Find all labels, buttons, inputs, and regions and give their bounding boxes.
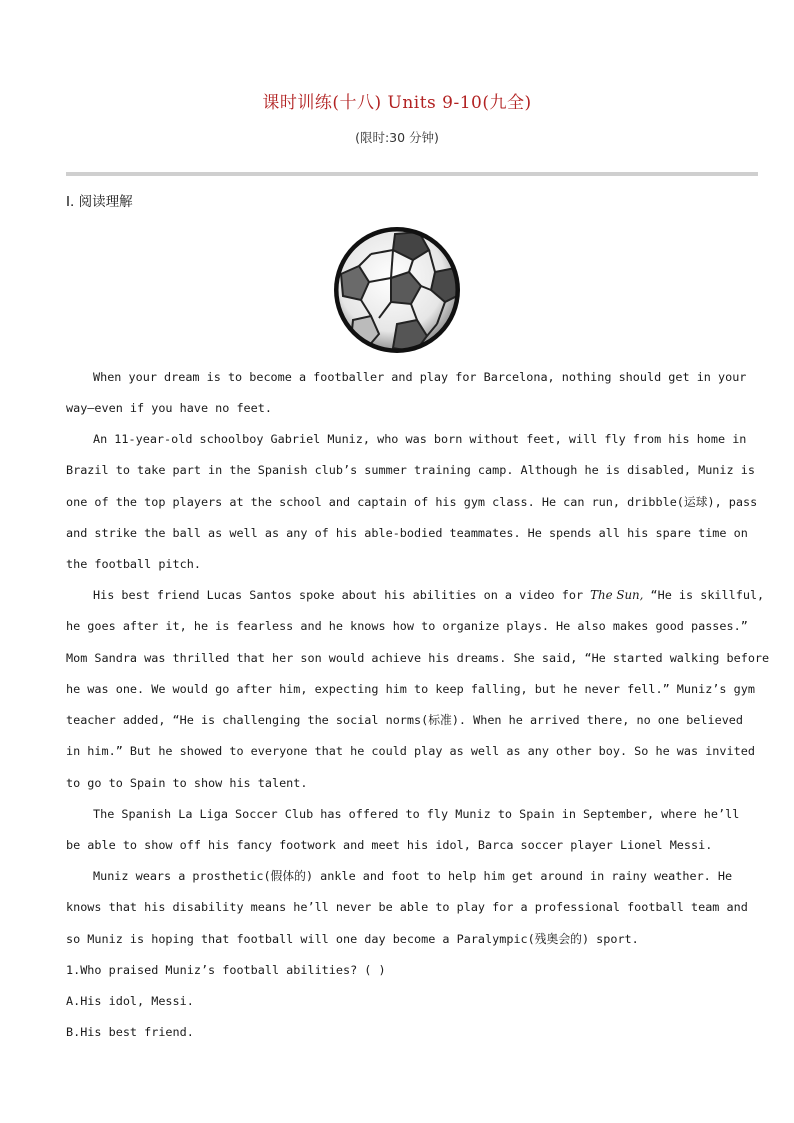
p2-line2: Brazil to take part in the Spanish club’s summer training camp. Although he is disabled, Muniz is — [66, 463, 755, 477]
p2-line5: the football pitch. — [66, 557, 201, 571]
page-title: 课时训练(十八) Units 9-10(九全) — [262, 93, 532, 113]
p1-line2: way—even if you have no feet. — [66, 401, 272, 415]
p2-line1: An 11-year-old schoolboy Gabriel Muniz, who was born without feet, will fly from his home in — [93, 432, 747, 446]
divider — [66, 172, 758, 176]
p3-line1 — [93, 587, 765, 603]
p3-line7: to go to Spain to show his talent. — [66, 776, 308, 790]
p5-line1: Muniz wears a prosthetic(假体的) ankle and foot to help him get around in rainy weather. He — [93, 869, 733, 883]
p4-line1: The Spanish La Liga Soccer Club has offered to fly Muniz to Spain in September, where he’ll — [93, 807, 740, 821]
section-heading: Ⅰ. 阅读理解 — [66, 194, 133, 210]
p3-line4: he was one. We would go after him, expecting him to keep falling, but he never fell.” Muniz’s gym — [66, 682, 755, 696]
p5-line3: so Muniz is hoping that football will one day become a Paralympic(残奥会的) sport. — [66, 932, 639, 946]
p3-line1-c: “He is skillful, — [643, 588, 765, 602]
option-a: A.His idol, Messi. — [66, 994, 194, 1008]
p3-line2: he goes after it, he is fearless and he knows how to organize plays. He also makes good passes.” — [66, 619, 748, 633]
p3-line3: Mom Sandra was thrilled that her son would achieve his dreams. She said, “He started walking before — [66, 651, 770, 665]
soccer-ball-icon — [331, 224, 463, 356]
question-1: 1.Who praised Muniz’s football abilities? ( ) — [66, 963, 386, 977]
p3-line1-a: His best friend Lucas Santos spoke about his abilities on a video for — [93, 588, 591, 602]
time-limit: (限时:30 分钟) — [355, 130, 439, 145]
p4-line2: be able to show off his fancy footwork and meet his idol, Barca soccer player Lionel Messi. — [66, 838, 713, 852]
newspaper-name: The Sun, — [590, 588, 644, 602]
p3-line5: teacher added, “He is challenging the social norms(标准). When he arrived there, no one believed — [66, 713, 744, 727]
option-b: B.His best friend. — [66, 1025, 194, 1039]
p5-line2: knows that his disability means he’ll never be able to play for a professional football team and — [66, 900, 748, 914]
p2-line4: and strike the ball as well as any of his able-bodied teammates. He spends all his spare time on — [66, 526, 748, 540]
p2-line3: one of the top players at the school and captain of his gym class. He can run, dribble(运球), pass — [66, 495, 758, 509]
p1-line1: When your dream is to become a footballer and play for Barcelona, nothing should get in your — [93, 370, 747, 384]
p3-line6: in him.” But he showed to everyone that he could play as well as any other boy. So he was invited — [66, 744, 755, 758]
